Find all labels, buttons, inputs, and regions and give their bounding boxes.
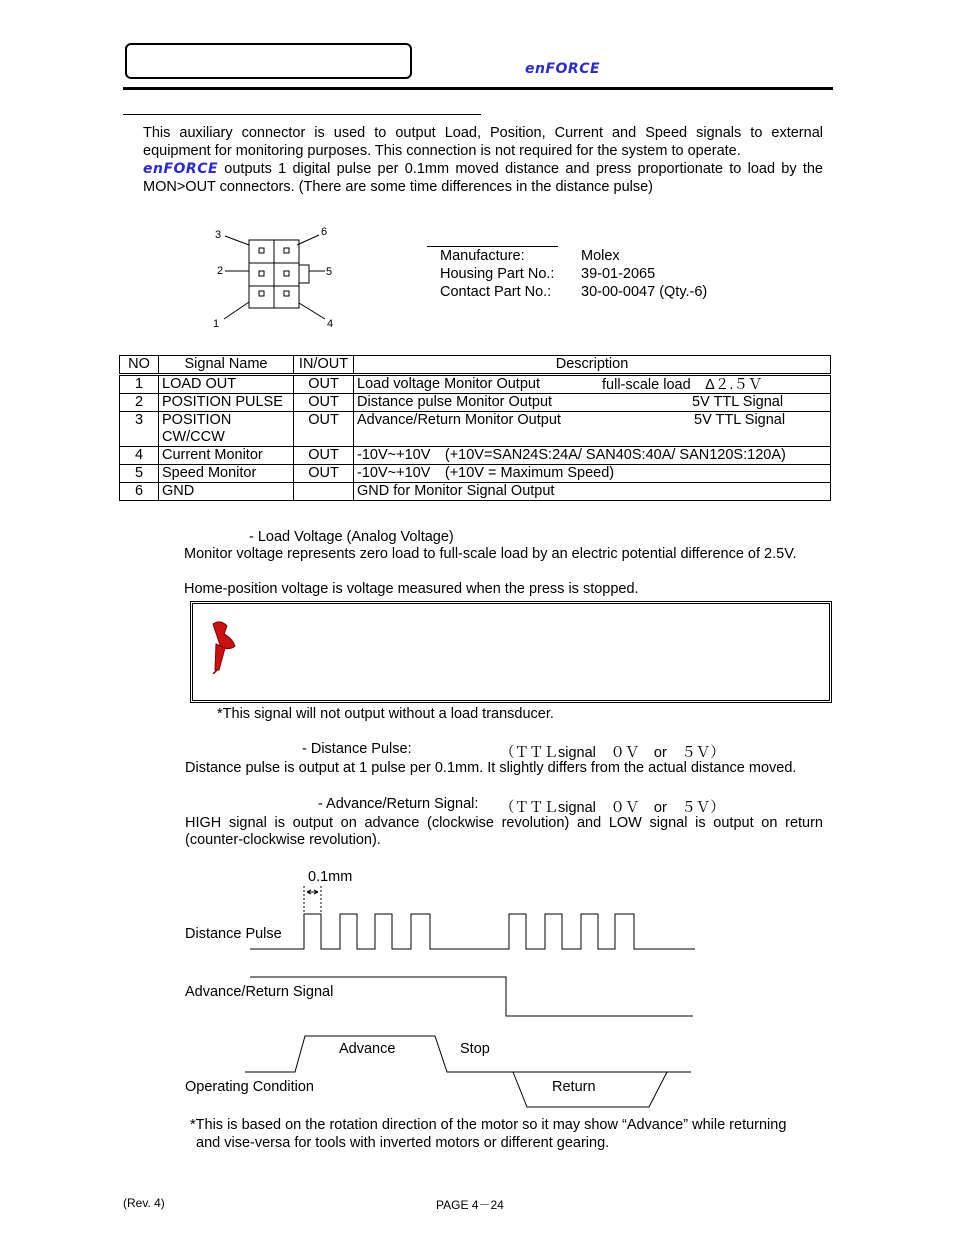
footnote-line1: *This is based on the rotation direction of the motor so it may show “Advance” while returning (190, 1117, 787, 1133)
dim-label: 0.1mm (308, 869, 353, 885)
return-label: Return (552, 1079, 596, 1095)
row-desc: GND for Monitor Signal Output (354, 483, 831, 501)
row-name: Speed Monitor (159, 465, 294, 483)
header-title-box (125, 43, 412, 79)
row-desc-text: Distance pulse Monitor Output (357, 394, 553, 410)
table-header: Description (354, 356, 831, 375)
pin-label-4: 4 (327, 318, 334, 330)
row-name: Current Monitor (159, 447, 294, 465)
advance-title: - Advance/Return Signal: (318, 796, 479, 812)
section-underline (123, 114, 481, 115)
load-note: *This signal will not output without a load transducer. (217, 706, 554, 722)
row-no: 3 (120, 412, 159, 447)
connector-diagram (205, 225, 340, 333)
housing-value: 39-01-2065 (581, 266, 656, 282)
row-io (294, 483, 354, 501)
advance-ttl: （ＴＴＬsignal ０Ｖ or ５Ｖ） (500, 800, 725, 816)
distance-paragraph: Distance pulse is output at 1 pulse per 0.1mm. It slightly differs from the actual distance moved. (185, 760, 797, 776)
table-row (120, 375, 831, 394)
pushpin-icon (207, 620, 243, 674)
row-io: OUT (294, 465, 354, 483)
contact-label: Contact Part No.: (440, 284, 552, 300)
row-desc-text: Advance/Return Monitor Output (357, 412, 561, 428)
load-paragraph-1: Monitor voltage represents zero load to full-scale load by an electric potential difference of 2.5V. (184, 546, 797, 562)
footnote-line2: and vise-versa for tools with inverted motors or different gearing. (196, 1135, 610, 1151)
intro-brand: enFORCE (143, 161, 219, 177)
row-io: OUT (294, 375, 354, 394)
operating-condition-label: Operating Condition (185, 1079, 314, 1095)
footer-rev: (Rev. 4) (123, 1196, 165, 1210)
pin-label-3: 3 (215, 229, 222, 241)
table-row (120, 465, 831, 483)
row-io: OUT (294, 394, 354, 412)
note-box (190, 601, 832, 703)
signal-table (119, 355, 831, 501)
load-title: - Load Voltage (Analog Voltage) (249, 529, 454, 545)
table-row (120, 447, 831, 465)
pin-label-2: 2 (217, 265, 224, 277)
row-desc (354, 412, 831, 447)
header-brand: enFORCE (525, 61, 601, 77)
table-header-row (120, 356, 831, 375)
row-desc-text: Load voltage Monitor Output (357, 376, 540, 392)
row-name: GND (159, 483, 294, 501)
row-no: 2 (120, 394, 159, 412)
row-no: 6 (120, 483, 159, 501)
manufacture-label: Manufacture: (440, 248, 525, 264)
table-header: Signal Name (159, 356, 294, 375)
row-desc-extra: full-scale load Δ２.５Ｖ (602, 377, 763, 393)
spec-underline (427, 246, 558, 247)
row-desc-extra: 5V TTL Signal (692, 394, 784, 410)
distance-ttl: （ＴＴＬsignal ０Ｖ or ５Ｖ） (500, 745, 725, 761)
distance-title: - Distance Pulse: (302, 741, 412, 757)
pin-label-5: 5 (326, 266, 333, 278)
intro-paragraph (143, 124, 823, 196)
advance-label: Advance (339, 1041, 396, 1057)
table-header: NO (120, 356, 159, 375)
intro-line2: outputs 1 digital pulse per 0.1mm moved distance and press proportionate to load by the MON>OUT connectors. (There are some time differences in the distance pulse) (143, 161, 823, 195)
distance-pulse-label: Distance Pulse (185, 926, 282, 942)
contact-value: 30-00-0047 (Qty.-6) (581, 284, 708, 300)
pin-label-6: 6 (321, 226, 328, 238)
row-name: LOAD OUT (159, 375, 294, 394)
row-name: POSITION PULSE (159, 394, 294, 412)
row-desc (354, 375, 831, 394)
footer-page: PAGE 4－24 (436, 1198, 504, 1212)
row-no: 5 (120, 465, 159, 483)
table-row (120, 394, 831, 412)
row-desc (354, 394, 831, 412)
row-name: POSITION CW/CCW (159, 412, 294, 447)
header-rule (123, 87, 833, 90)
table-header: IN/OUT (294, 356, 354, 375)
row-no: 4 (120, 447, 159, 465)
advance-paragraph: HIGH signal is output on advance (clockwise revolution) and LOW signal is output on return (counter-clockwise revolution). (185, 815, 823, 848)
stop-label: Stop (460, 1041, 490, 1057)
table-row (120, 483, 831, 501)
table-row (120, 412, 831, 447)
row-no: 1 (120, 375, 159, 394)
pin-label-1: 1 (213, 318, 220, 330)
advance-return-label: Advance/Return Signal (185, 984, 334, 1000)
load-paragraph-2: Home-position voltage is voltage measured when the press is stopped. (184, 581, 639, 597)
housing-label: Housing Part No.: (440, 266, 555, 282)
row-desc: -10V~+10V (+10V=SAN24S:24A/ SAN40S:40A/ SAN120S:120A) (354, 447, 831, 465)
row-desc-extra: 5V TTL Signal (694, 412, 786, 428)
manufacture-value: Molex (581, 248, 620, 264)
row-io: OUT (294, 412, 354, 447)
row-io: OUT (294, 447, 354, 465)
row-desc: -10V~+10V (+10V = Maximum Speed) (354, 465, 831, 483)
intro-line1: This auxiliary connector is used to output Load, Position, Current and Speed signals to external equipment for monitoring purposes. This connection is not required for the system to operate. (143, 125, 823, 159)
